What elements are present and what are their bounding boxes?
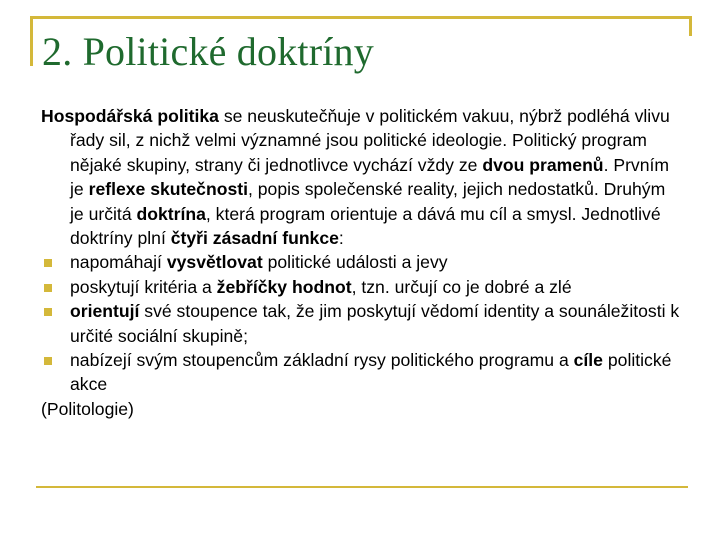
intro-bold-4: doktrína [136, 203, 206, 224]
bullet-bold: orientují [70, 301, 140, 322]
slide-body [41, 104, 681, 421]
intro-text-2: . Prvním je [70, 154, 670, 200]
bullet-text: své stoupence tak, že jim poskytují vědomí identity a sounáležitosti k určité sociální skupině; [70, 301, 680, 346]
bullet-text: politické události a jevy [262, 252, 448, 273]
bottom-divider [36, 486, 688, 488]
intro-bold-1: Hospodářská politika [41, 106, 219, 126]
intro-bold-3: reflexe skutečnosti [88, 179, 248, 200]
bullet-text: napomáhají [70, 252, 167, 273]
bullet-text: nabízejí svým stoupencům základní rysy politického programu a [70, 350, 574, 371]
bullet-bold: žebříčky hodnot [216, 276, 352, 297]
bullet-text: poskytují kritéria a [70, 276, 217, 297]
right-accent-line [689, 16, 692, 36]
bullet-bold: vysvětlovat [166, 252, 263, 273]
intro-text-5: : [338, 228, 344, 249]
intro-text-4: , která program orientuje a dává mu cíl a smysl. Jednotlivé doktríny plní [70, 203, 661, 249]
square-bullet-icon [44, 284, 52, 292]
bullet-item-2 [41, 275, 681, 299]
intro-text-3: , popis společenské reality, jejich nedostatků. Druhým je určitá [70, 179, 666, 224]
intro-bold-2: dvou pramenů [482, 154, 604, 175]
intro-bold-5: čtyři zásadní funkce [170, 228, 339, 249]
source-citation: (Politologie) [41, 398, 134, 419]
bullet-item-4 [41, 348, 681, 397]
bullet-text: politické akce [70, 350, 672, 395]
bullet-item-3 [41, 299, 681, 348]
square-bullet-icon [44, 259, 52, 267]
square-bullet-icon [44, 308, 52, 316]
intro-paragraph [41, 104, 681, 250]
bullet-text: , tzn. určují co je dobré a zlé [351, 276, 572, 297]
intro-text-1: se neuskutečňuje v politickém vakuu, nýbrž podléhá vlivu řady sil, z nichž velmi významné jsou politické ideologie. Politický program nějaké skupiny, strany či jednotlivce vychází vždy ze [70, 106, 670, 175]
left-accent-line [30, 16, 33, 66]
bullet-bold: cíle [573, 350, 603, 371]
bullet-item-1 [41, 250, 681, 274]
slide-title: 2. Politické doktríny [42, 29, 374, 74]
square-bullet-icon [44, 357, 52, 365]
top-accent-line [30, 16, 692, 19]
